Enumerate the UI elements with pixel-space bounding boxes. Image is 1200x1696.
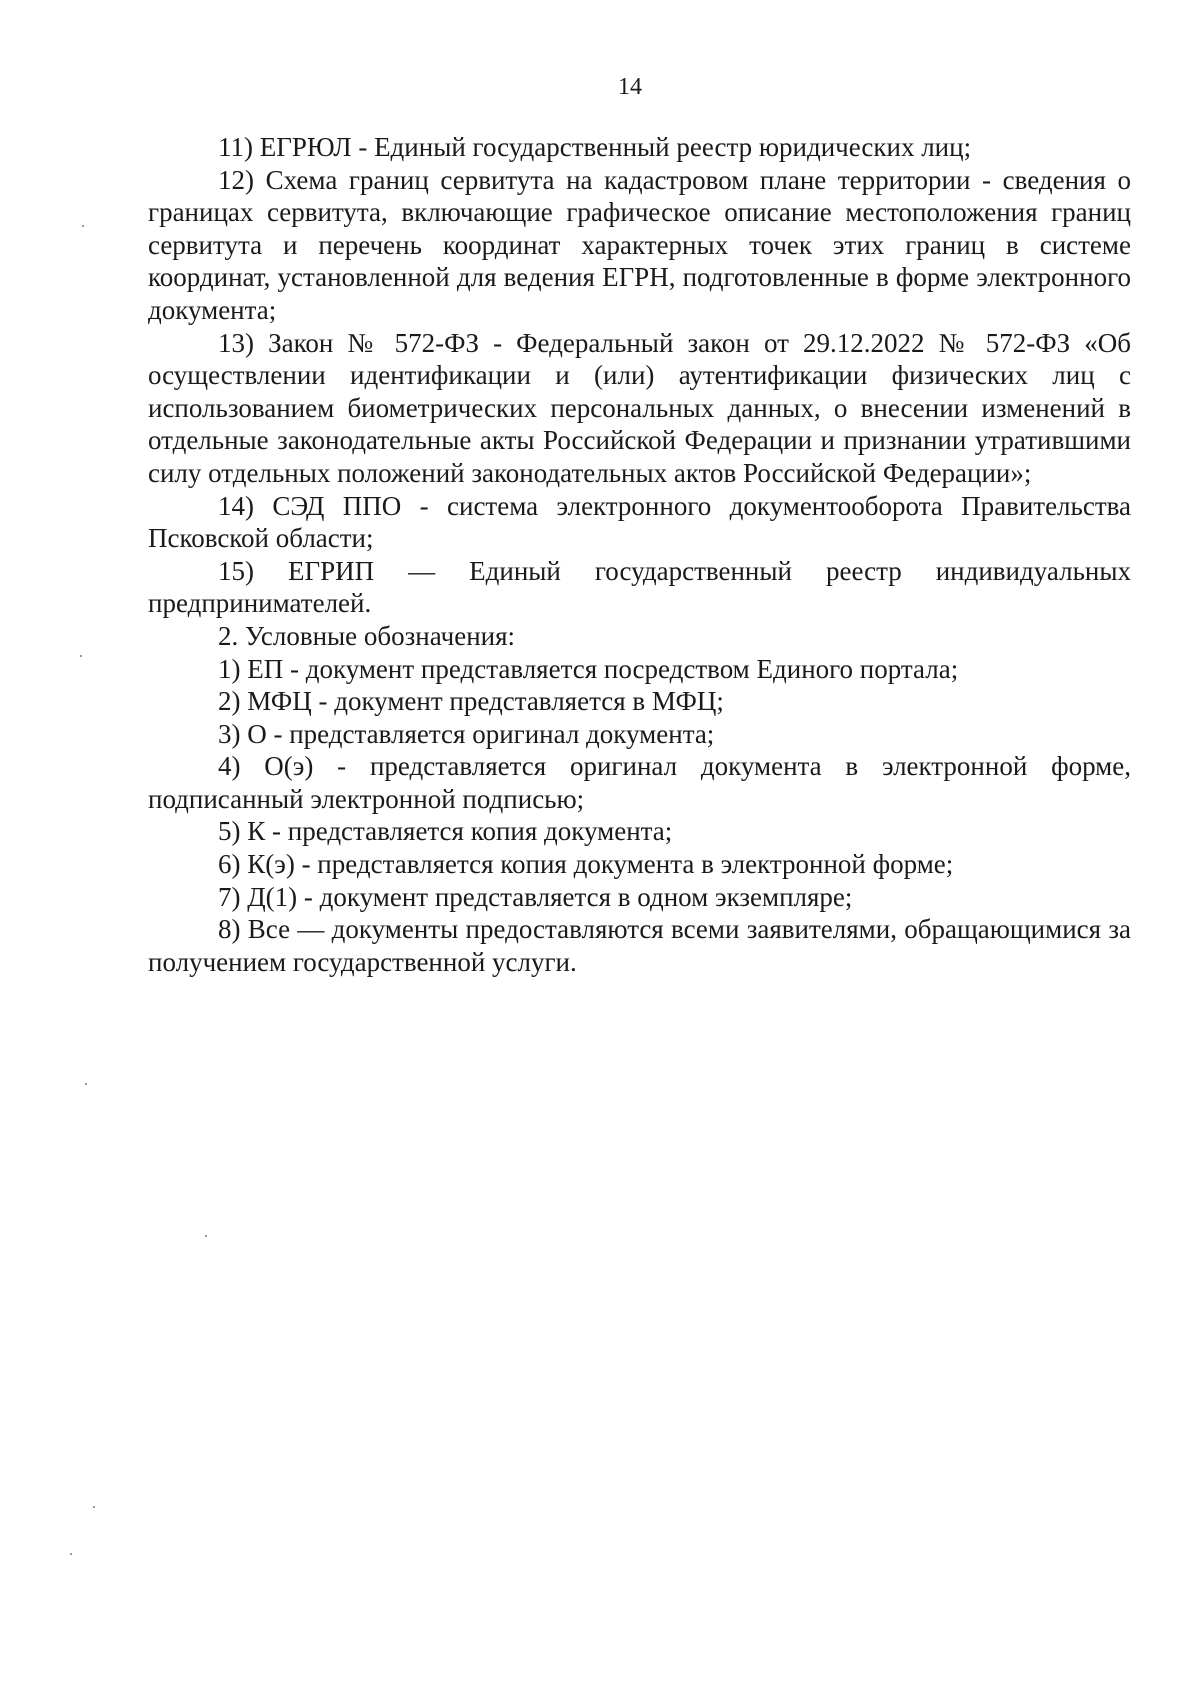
symbol-single-copy: 7) Д(1) - документ представляется в одном экземпляре; [218, 881, 853, 912]
symbol-copy-electronic: 6) К(э) - представляется копия документа в электронной форме; [218, 849, 954, 880]
definition-law-572: 13) Закон № 572-ФЗ - Федеральный закон от 29.12.2022 № 572-ФЗ «Об осуществлении идентификации и (или) аутентификации физических лиц с использованием биометрических персональных данных, о внесении изменений в отдельные законодательные акты Российской Федерации и признании утратившими силу отдельных положений законодательных актов Российской Федерации»; [148, 327, 1131, 488]
scan-speck [205, 1235, 207, 1237]
symbol-mfc: 2) МФЦ - документ представляется в МФЦ; [218, 686, 724, 717]
symbol-original-electronic: 4) О(э) - представляется оригинал документа в электронной форме, подписанный электронной подписью; [148, 751, 1131, 814]
scan-speck [82, 225, 84, 227]
symbol-original: 3) О - представляется оригинал документа; [218, 718, 715, 749]
definition-egrip: 15) ЕГРИП — Единый государственный реестр индивидуальных предпринимателей. [148, 555, 1131, 619]
scan-speck [70, 1553, 72, 1555]
scan-speck [93, 1506, 95, 1508]
definition-servitude-scheme: 12) Схема границ сервитута на кадастровом плане территории - сведения о границах сервитута, включающие графическое описание местоположения границ сервитута и перечень координат характерных точек этих границ в системе координат, установленной для ведения ЕГРН, подготовленные в форме электронного документа; [148, 164, 1131, 325]
symbol-all-applicants: 8) Все — документы предоставляются всеми заявителями, обращающимися за получением государственной услуги. [148, 914, 1131, 977]
symbol-ep: 1) ЕП - документ представляется посредством Единого портала; [218, 653, 959, 684]
document-body [148, 131, 1131, 978]
section-heading-symbols: 2. Условные обозначения: [218, 620, 516, 651]
scan-speck [85, 1083, 87, 1085]
symbol-copy: 5) К - представляется копия документа; [218, 816, 673, 847]
definition-sed-ppo: 14) СЭД ППО - система электронного документооборота Правительства Псковской области; [148, 490, 1131, 554]
definition-egrul: 11) ЕГРЮЛ - Единый государственный реестр юридических лиц; [218, 132, 972, 162]
scan-speck [80, 655, 82, 657]
page-number: 14 [618, 74, 642, 100]
